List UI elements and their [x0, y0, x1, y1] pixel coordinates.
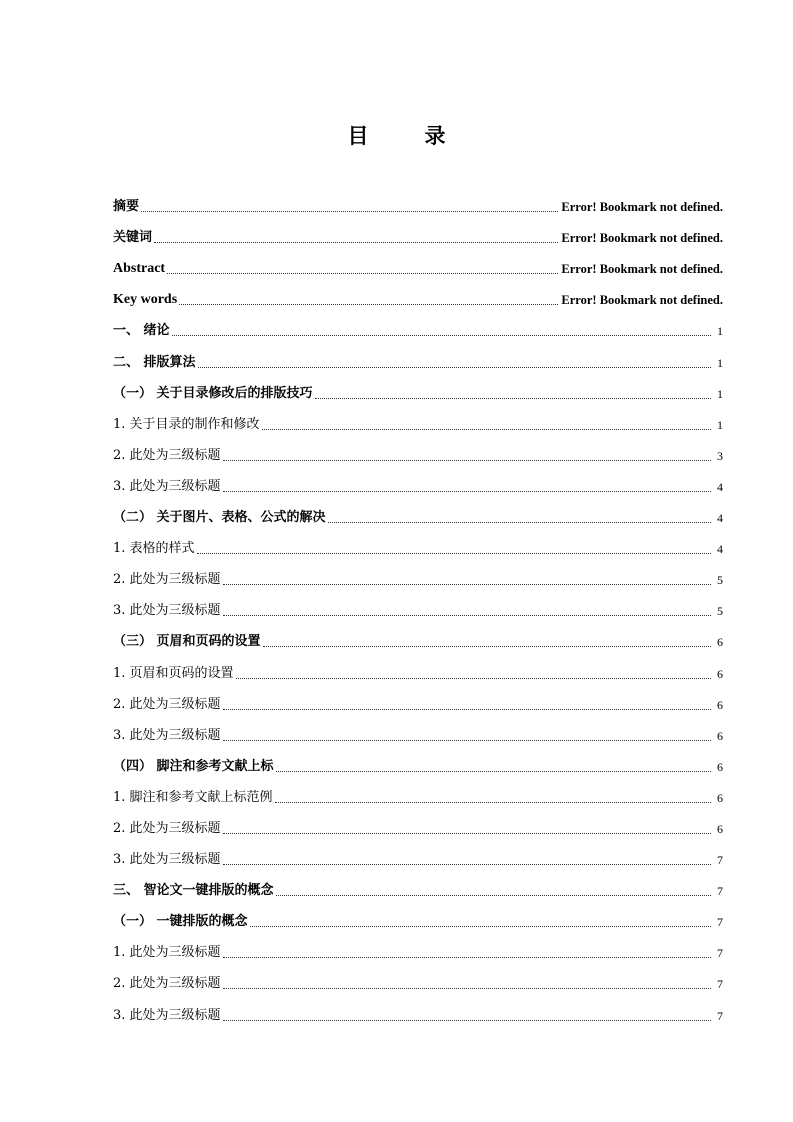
toc-entry-label: （二） 关于图片、表格、公式的解决: [113, 510, 326, 526]
toc-entry-label: （一） 一键排版的概念: [113, 914, 248, 930]
dot-leader: [223, 740, 711, 741]
toc-entry-page-number: 1: [717, 355, 723, 370]
toc-entry[interactable]: [113, 777, 723, 808]
toc-entry-page-number: Error! Bookmark not defined.: [561, 200, 723, 215]
toc-entry[interactable]: [113, 746, 723, 777]
dot-leader: [262, 429, 711, 430]
page-title-part-2: 录: [424, 124, 446, 148]
toc-entry[interactable]: [113, 901, 723, 932]
table-of-contents: [113, 186, 723, 1026]
toc-entry-page-number: 7: [717, 1008, 723, 1023]
dot-leader: [172, 335, 711, 336]
toc-entry[interactable]: [113, 404, 723, 435]
dot-leader: [223, 709, 711, 710]
toc-entry-label: 摘要: [113, 199, 140, 215]
dot-leader: [179, 304, 558, 305]
toc-entry[interactable]: [113, 186, 723, 217]
dot-leader: [141, 211, 558, 212]
toc-entry[interactable]: [113, 963, 723, 994]
dot-leader: [276, 771, 711, 772]
dot-leader: [223, 864, 711, 865]
dot-leader: [223, 584, 711, 585]
toc-entry[interactable]: [113, 310, 723, 341]
toc-entry[interactable]: [113, 808, 723, 839]
toc-entry-label: 二、 排版算法: [113, 354, 196, 370]
dot-leader: [275, 802, 711, 803]
toc-entry[interactable]: [113, 839, 723, 870]
dot-leader: [167, 273, 558, 274]
toc-entry[interactable]: [113, 248, 723, 279]
toc-entry-page-number: 3: [717, 448, 723, 463]
dot-leader: [328, 522, 711, 523]
page-title: [0, 120, 793, 150]
dot-leader: [154, 242, 558, 243]
dot-leader: [315, 398, 711, 399]
toc-entry-label: 关键词: [113, 230, 153, 246]
toc-entry-page-number: 5: [717, 573, 723, 588]
toc-entry-label: 1. 脚注和参考文献上标范例: [113, 789, 273, 805]
toc-entry-label: 2. 此处为三级标题: [113, 976, 221, 992]
toc-entry-label: 2. 此处为三级标题: [113, 696, 221, 712]
toc-entry-label: 3. 此处为三级标题: [113, 1007, 221, 1023]
toc-entry-page-number: 6: [717, 790, 723, 805]
dot-leader: [223, 460, 711, 461]
toc-entry-label: 1. 此处为三级标题: [113, 945, 221, 961]
toc-entry-label: （四） 脚注和参考文献上标: [113, 758, 274, 774]
toc-entry-label: 3. 此处为三级标题: [113, 727, 221, 743]
toc-entry-page-number: Error! Bookmark not defined.: [561, 262, 723, 277]
toc-entry[interactable]: [113, 715, 723, 746]
toc-entry-page-number: 1: [717, 417, 723, 432]
toc-entry[interactable]: [113, 435, 723, 466]
toc-entry[interactable]: [113, 217, 723, 248]
toc-entry-page-number: 4: [717, 542, 723, 557]
dot-leader: [263, 646, 711, 647]
dot-leader: [223, 1020, 711, 1021]
toc-entry-label: 3. 此处为三级标题: [113, 478, 221, 494]
toc-entry-page-number: 4: [717, 511, 723, 526]
toc-entry-label: 2. 此处为三级标题: [113, 572, 221, 588]
toc-entry[interactable]: [113, 466, 723, 497]
toc-entry[interactable]: [113, 652, 723, 683]
toc-entry[interactable]: [113, 528, 723, 559]
toc-entry-page-number: 5: [717, 604, 723, 619]
toc-entry[interactable]: [113, 870, 723, 901]
toc-entry[interactable]: [113, 341, 723, 372]
toc-entry-page-number: 7: [717, 915, 723, 930]
toc-entry-page-number: 7: [717, 946, 723, 961]
toc-entry-label: （一） 关于目录修改后的排版技巧: [113, 385, 313, 401]
toc-entry-page-number: 7: [717, 853, 723, 868]
toc-entry-label: 1. 页眉和页码的设置: [113, 665, 234, 681]
toc-entry[interactable]: [113, 621, 723, 652]
toc-entry-label: 三、 智论文一键排版的概念: [113, 883, 274, 899]
toc-entry-label: 1. 表格的样式: [113, 541, 195, 557]
toc-entry-page-number: 1: [717, 386, 723, 401]
toc-entry[interactable]: [113, 497, 723, 528]
toc-entry-page-number: 4: [717, 479, 723, 494]
toc-entry-page-number: 7: [717, 977, 723, 992]
toc-entry-label: 1. 关于目录的制作和修改: [113, 416, 260, 432]
toc-entry-label: （三） 页眉和页码的设置: [113, 634, 261, 650]
toc-entry-page-number: 6: [717, 697, 723, 712]
toc-entry[interactable]: [113, 994, 723, 1025]
dot-leader: [236, 678, 711, 679]
toc-entry-label: 一、 绪论: [113, 323, 170, 339]
dot-leader: [276, 895, 711, 896]
toc-entry[interactable]: [113, 559, 723, 590]
dot-leader: [197, 553, 711, 554]
dot-leader: [223, 491, 711, 492]
toc-entry-page-number: 6: [717, 728, 723, 743]
dot-leader: [250, 926, 711, 927]
toc-entry-label: Abstract: [113, 261, 166, 277]
toc-entry-page-number: 6: [717, 821, 723, 836]
toc-entry-label: Key words: [113, 292, 178, 308]
page-title-part-1: 目: [347, 124, 369, 148]
toc-entry[interactable]: [113, 590, 723, 621]
toc-entry-page-number: 6: [717, 759, 723, 774]
toc-entry-label: 3. 此处为三级标题: [113, 603, 221, 619]
toc-entry-page-number: Error! Bookmark not defined.: [561, 231, 723, 246]
toc-entry-label: 2. 此处为三级标题: [113, 447, 221, 463]
toc-entry-page-number: Error! Bookmark not defined.: [561, 293, 723, 308]
toc-entry-page-number: 6: [717, 666, 723, 681]
toc-entry[interactable]: [113, 932, 723, 963]
dot-leader: [223, 988, 711, 989]
dot-leader: [198, 367, 711, 368]
toc-entry-label: 3. 此处为三级标题: [113, 852, 221, 868]
toc-entry[interactable]: [113, 373, 723, 404]
toc-entry-page-number: 1: [717, 324, 723, 339]
toc-entry[interactable]: [113, 279, 723, 310]
toc-entry-label: 2. 此处为三级标题: [113, 820, 221, 836]
toc-entry-page-number: 7: [717, 884, 723, 899]
dot-leader: [223, 615, 711, 616]
dot-leader: [223, 957, 711, 958]
toc-entry-page-number: 6: [717, 635, 723, 650]
dot-leader: [223, 833, 711, 834]
toc-entry[interactable]: [113, 684, 723, 715]
